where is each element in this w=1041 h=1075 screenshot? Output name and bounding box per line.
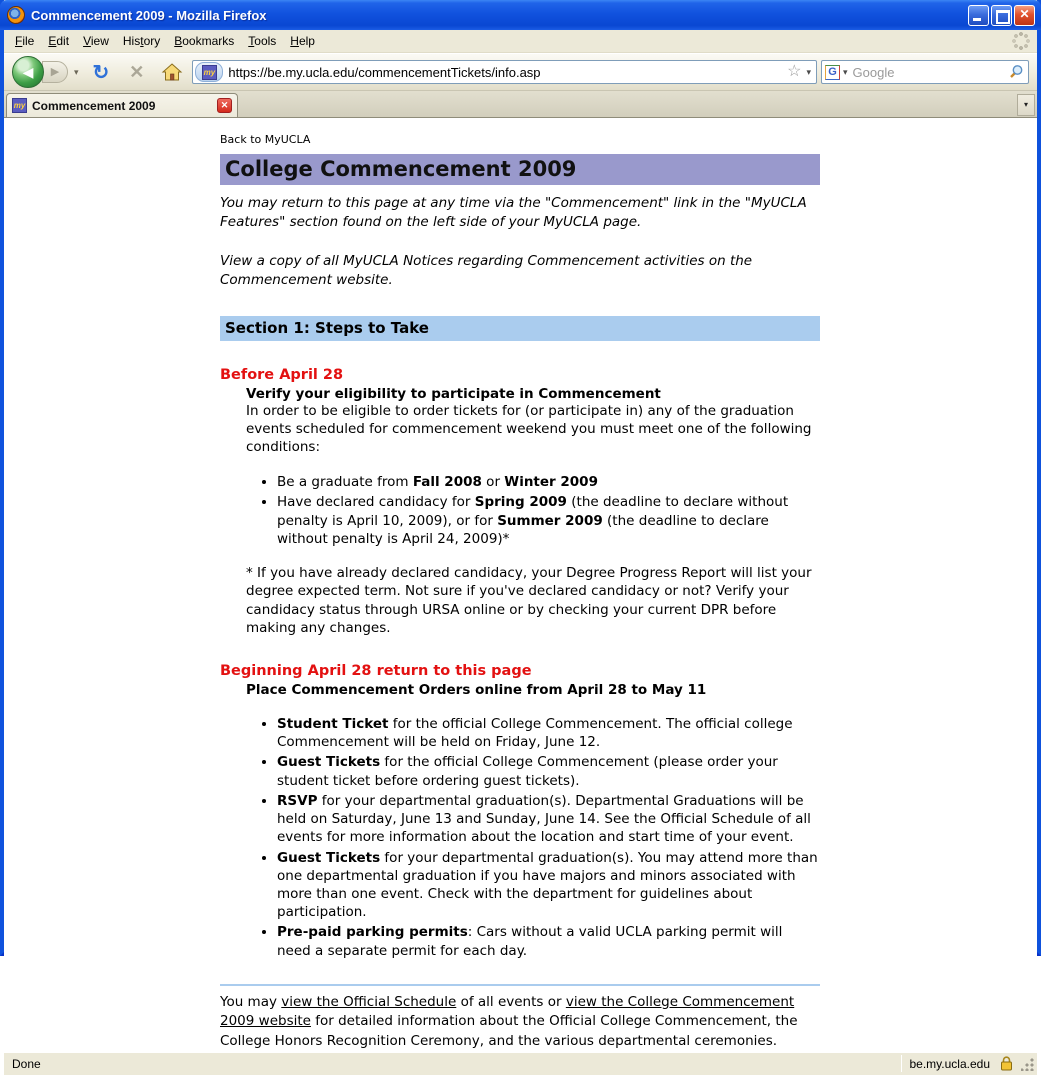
minimize-button[interactable] <box>968 5 989 26</box>
tab-close-button[interactable]: ✕ <box>217 98 232 113</box>
menu-tools[interactable]: Tools <box>248 34 277 48</box>
home-button[interactable] <box>156 63 188 81</box>
resize-grip[interactable] <box>1021 1057 1035 1071</box>
menu-file[interactable]: File <box>15 34 35 48</box>
list-item: • Be a graduate from Fall 2008 or Winter 2009 <box>277 473 820 491</box>
list-item: • Pre-paid parking permits: Cars without a valid UCLA parking permit will need a separate permit for each day. <box>277 923 820 959</box>
back-arrow-icon: ◀ <box>22 64 34 80</box>
tab-list-dropdown-button[interactable]: ▾ <box>1017 94 1035 116</box>
history-dropdown-button[interactable]: ▾ <box>74 66 79 77</box>
page-body <box>220 132 820 1052</box>
menu-view[interactable]: View <box>83 34 109 48</box>
stop-button[interactable]: ✕ <box>129 61 145 82</box>
title-bar[interactable] <box>0 0 1041 30</box>
page-title: College Commencement 2009 <box>220 154 820 185</box>
location-bar[interactable] <box>192 60 817 84</box>
window-title: Commencement 2009 - Mozilla Firefox <box>31 7 267 23</box>
close-button[interactable] <box>1014 5 1035 26</box>
lock-icon <box>1000 1056 1013 1071</box>
list-item: • Student Ticket for the official College Commencement. The official college Commencement will be held on Friday, June 12. <box>277 715 820 751</box>
url-input[interactable] <box>228 65 782 80</box>
menu-bar <box>4 30 1037 53</box>
orders-list <box>261 715 820 960</box>
eligibility-text: In order to be eligible to order tickets for (or participate in) any of the graduation events scheduled for commencement weekend you must meet one of the following conditions: <box>246 402 812 455</box>
back-to-myucla-link[interactable]: Back to MyUCLA <box>220 133 311 146</box>
forward-button[interactable] <box>42 61 68 83</box>
inline-link[interactable]: view the College Commencement 2009 website <box>220 993 795 1030</box>
forward-arrow-icon: ▶ <box>50 66 60 78</box>
tab-commencement-2009[interactable] <box>6 93 238 117</box>
menu-help[interactable]: Help <box>290 34 315 48</box>
intro-paragraph: You may return to this page at any time via the "Commencement" link in the "MyUCLA Features" section found on the left side of your MyUCLA page. <box>220 195 807 230</box>
site-identity-button[interactable] <box>195 62 223 82</box>
notices-paragraph: View a copy of all MyUCLA Notices regarding Commencement activities on the Commencement website. <box>220 252 753 288</box>
section1-header: Section 1: Steps to Take <box>220 316 820 341</box>
menu-bookmarks[interactable]: Bookmarks <box>174 34 235 48</box>
search-engine-dropdown-icon[interactable]: ▾ <box>843 66 848 77</box>
place-orders-heading: Place Commencement Orders online from April 28 to May 11 <box>246 681 707 698</box>
tab-favicon: my <box>12 98 27 113</box>
candidacy-note: * If you have already declared candidacy, your Degree Progress Report will list your degree expected term. Not sure if you've declared candidacy or not? Verify your candidacy status through URSA online or by checking your current DPR before making any changes. <box>246 565 812 636</box>
verify-eligibility-heading: Verify your eligibility to participate in Commencement <box>246 385 661 402</box>
bookmark-star-icon[interactable]: ☆ <box>787 63 802 80</box>
search-input[interactable] <box>853 65 1005 80</box>
status-bar <box>4 1052 1037 1075</box>
search-magnifier-icon[interactable] <box>1008 64 1024 80</box>
activity-throbber-icon <box>1011 31 1031 51</box>
list-item: • Have declared candidacy for Spring 2009 (the deadline to declare without penalty is April 10, 2009), or for Summer 2009 (the deadline to declare without penalty is April 24, 2009)* <box>277 493 820 548</box>
tab-bar <box>4 91 1037 118</box>
search-bar[interactable] <box>821 60 1029 84</box>
eligibility-list <box>261 473 820 548</box>
status-domain: be.my.ucla.edu <box>909 1056 990 1071</box>
location-dropdown-icon[interactable]: ▾ <box>806 66 811 77</box>
list-item: • Guest Tickets for your departmental graduation(s). You may attend more than one departmental graduation if you have majors and minors associated with more than one event. Check with the department for guidelines about participation. <box>277 849 820 922</box>
google-engine-icon[interactable]: G <box>825 65 840 80</box>
maximize-button[interactable] <box>991 5 1012 26</box>
firefox-logo-icon <box>7 6 25 24</box>
menu-edit[interactable]: Edit <box>48 34 70 48</box>
tab-label: Commencement 2009 <box>32 98 156 113</box>
navigation-toolbar <box>4 53 1037 91</box>
home-icon <box>162 63 182 81</box>
reload-button[interactable]: ↻ <box>92 61 110 84</box>
browser-viewport <box>4 118 1037 1052</box>
list-item: • Guest Tickets for the official College Commencement (please order your student ticket before ordering guest tickets). <box>277 753 820 789</box>
status-text: Done <box>12 1056 41 1071</box>
section-divider <box>220 984 820 986</box>
footer-paragraph: You may view the Official Schedule of all events or view the College Commencement 2009 website for detailed information about the Official College Commencement, the College Honors Recognition Ceremony, and the various departmental ceremonies. <box>220 993 798 1049</box>
list-item: • RSVP for your departmental graduation(s). Departmental Graduations will be held on Saturday, June 13 and Sunday, June 14. See the Official Schedule of all events for more information about the location and start time of your event. <box>277 792 820 847</box>
back-button[interactable] <box>12 56 44 88</box>
menu-history[interactable]: History <box>122 34 161 48</box>
security-lock-cell[interactable] <box>998 1056 1019 1071</box>
myucla-favicon: my <box>202 65 217 80</box>
inline-link[interactable]: view the Official Schedule <box>281 993 457 1010</box>
before-april-28-heading: Before April 28 <box>220 366 344 383</box>
beginning-april-28-heading: Beginning April 28 return to this page <box>220 662 532 679</box>
